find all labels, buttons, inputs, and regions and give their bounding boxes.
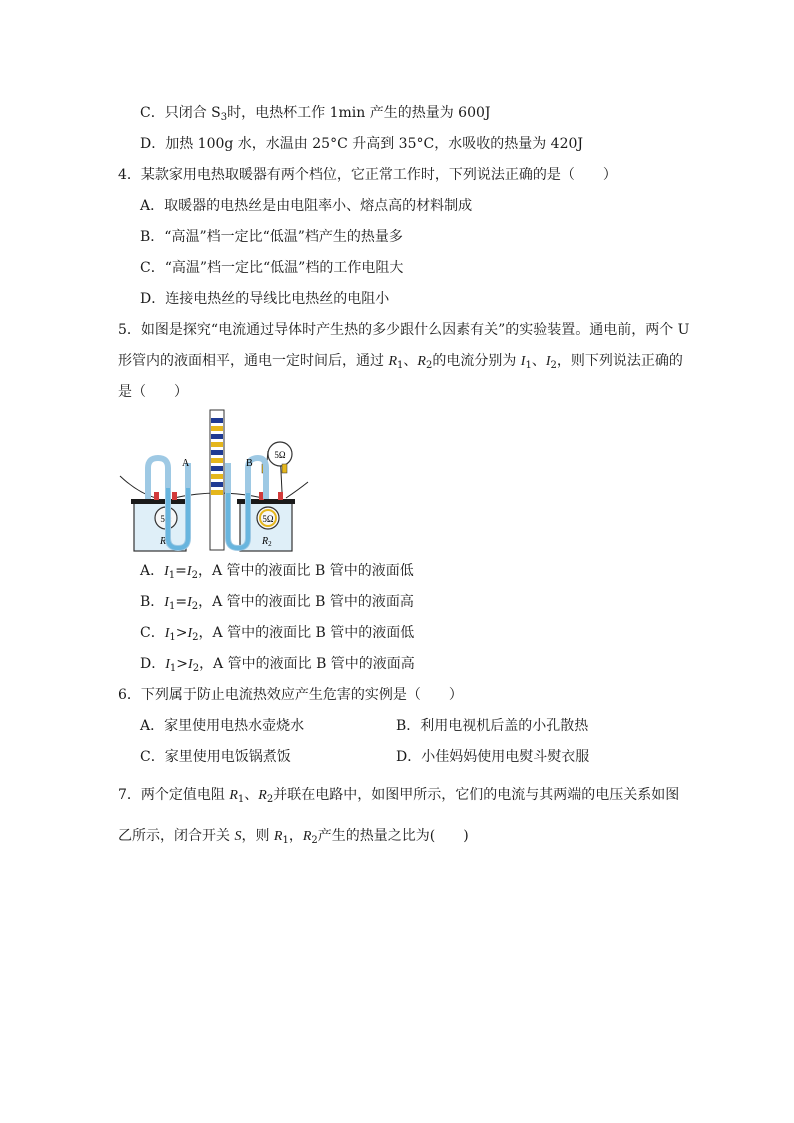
q4-stem: 4．某款家用电热取暖器有两个档位，它正常工作时，下列说法正确的是（ ） bbox=[118, 167, 617, 183]
joule-heat-apparatus-figure bbox=[118, 408, 318, 556]
q5-stem-line1: 5．如图是探究“电流通过导体时产生热的多少跟什么因素有关”的实验装置。通电前，两个 U bbox=[118, 322, 690, 338]
wire-right-out bbox=[286, 482, 308, 498]
q5-stem-line3: 是（ ） bbox=[118, 384, 188, 400]
left-resistor-label: 5Ω bbox=[160, 514, 172, 524]
q6-option-d: D．小佳妈妈使用电熨斗熨衣服 bbox=[396, 749, 590, 765]
q6-option-c: C．家里使用电饭锅煮饭 bbox=[140, 749, 291, 765]
r1-label: $R_1$ bbox=[160, 536, 170, 548]
q5-option-d: D．$I_1>I_2$，A 管中的液面比 B 管中的液面高 bbox=[140, 656, 415, 674]
q4-option-d: D．连接电热丝的导线比电热丝的电阻小 bbox=[140, 291, 390, 307]
q6-option-b: B．利用电视机后盖的小孔散热 bbox=[396, 718, 589, 734]
r2-label: $R_2$ bbox=[262, 536, 272, 548]
q7-stem-line2: 乙所示，闭合开关 S，则 $R_1$，$R_2$产生的热量之比为( ) bbox=[118, 828, 469, 846]
q4-option-a: A．取暖器的电热丝是由电阻率小、熔点高的材料制成 bbox=[140, 198, 473, 214]
tube-b-label: B bbox=[246, 458, 253, 469]
q5-option-c: C．$I_1>I_2$，A 管中的液面比 B 管中的液面低 bbox=[140, 625, 415, 643]
q4-option-b: B．“高温”档一定比“低温”档产生的热量多 bbox=[140, 229, 403, 245]
right-resistor-label: 5Ω bbox=[262, 514, 274, 524]
q5-option-b: B．$I_1=I_2$，A 管中的液面比 B 管中的液面高 bbox=[140, 594, 414, 612]
q7-stem-line1: 7．两个定值电阻 $R_1$、$R_2$并联在电路中，如图甲所示，它们的电流与其两端的电压关系如图 bbox=[118, 787, 680, 805]
q6-option-a: A．家里使用电热水壶烧水 bbox=[140, 718, 305, 734]
q3-option-d: D．加热 100g 水，水温由 25°C 升高到 35°C，水吸收的热量为 420J bbox=[140, 136, 583, 152]
q6-stem: 6．下列属于防止电流热效应产生危害的实例是（ ） bbox=[118, 687, 463, 703]
top-resistor-clip-right bbox=[282, 464, 287, 473]
q5-stem-line2: 形管内的液面相平，通电一定时间后，通过 $R_1$、$R_2$的电流分别为 $I_1$、$I_2$，则下列说法正确的 bbox=[118, 353, 683, 371]
external-resistor-label: 5Ω bbox=[274, 450, 286, 460]
q4-option-c: C．“高温”档一定比“低温”档的工作电阻大 bbox=[140, 260, 404, 276]
q3-option-c: C．只闭合 $S_3$时，电热杯工作 1min 产生的热量为 600J bbox=[140, 105, 491, 123]
q5-option-a: A．$I_1=I_2$，A 管中的液面比 B 管中的液面低 bbox=[140, 563, 414, 581]
tube-a-label: A bbox=[182, 458, 190, 469]
